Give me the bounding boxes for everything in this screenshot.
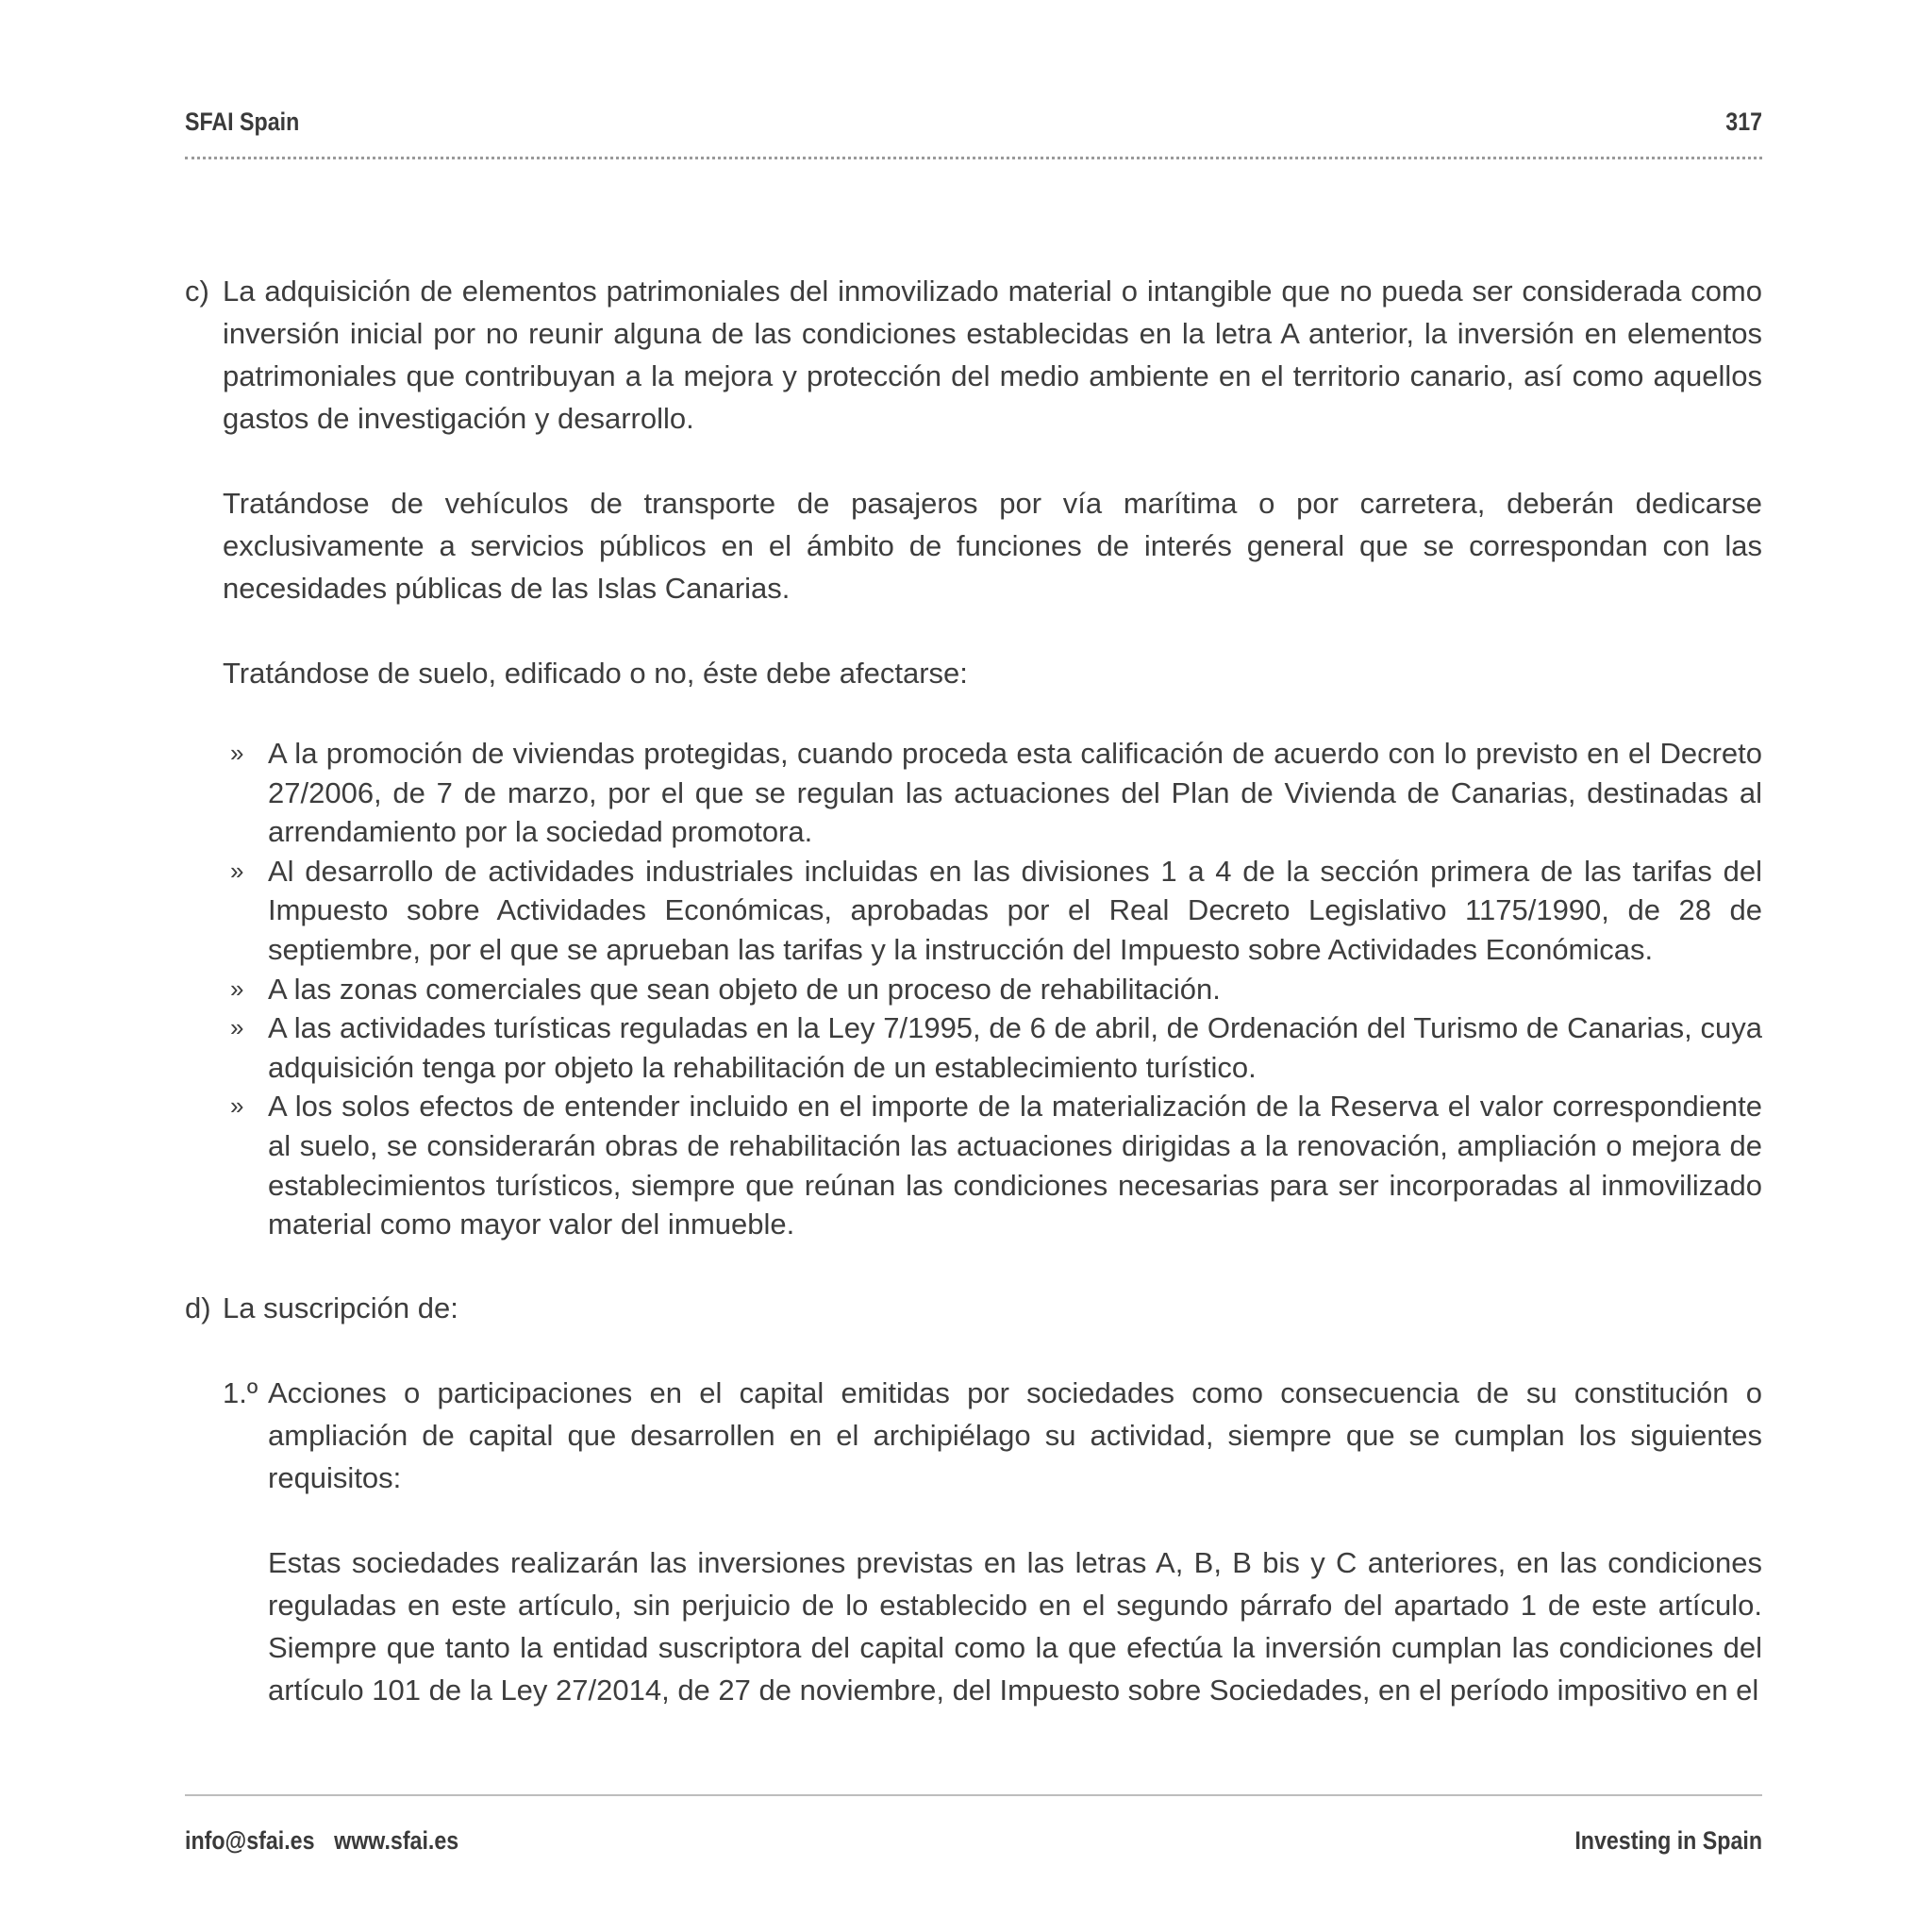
- page-header: [185, 108, 1762, 145]
- footer-website: www.sfai.es: [334, 1826, 459, 1855]
- bullet-text: A los solos efectos de entender incluido en el importe de la materialización de la Reserva el valor correspondiente al suelo, se considerarán obras de rehabilitación las actuaciones dirigidas a la renovación, ampliación o mejora de establecimientos turísticos, siempre que reúnan las condiciones necesarias para ser incorporadas al inmovilizado material como mayor valor del inmueble.: [268, 1090, 1762, 1241]
- section-d-marker: d): [185, 1291, 211, 1324]
- section-c-text: La adquisición de elementos patrimoniales del inmovilizado material o intangible que no pueda ser considerada como inversión inicial por no reunir alguna de las condiciones establecidas en la letra A anterior, la inversión en elementos patrimoniales que contribuyan a la mejora y protección del medio ambiente en el territorio canario, así como aquellos gastos de investigación y desarrollo.: [223, 275, 1762, 435]
- section-c-bullet-list: [223, 734, 1762, 1244]
- item-1-marker: 1.º: [223, 1375, 258, 1409]
- section-c-paragraph-3: Tratándose de suelo, edificado o no, éste debe afectarse:: [223, 657, 968, 690]
- document-body: [185, 270, 1762, 1711]
- bullet-marker: »: [230, 1013, 244, 1042]
- list-item: [230, 1087, 1762, 1243]
- header-divider: [185, 157, 1762, 159]
- item-1-text: Acciones o participaciones en el capital emitidas por sociedades como consecuencia de su constitución o ampliación de capital que desarrollen en el archipiélago su actividad, siempre que se cumplan los siguientes requisitos:: [268, 1375, 1762, 1494]
- bullet-marker: »: [230, 1091, 244, 1121]
- footer-tagline: Investing in Spain: [1574, 1826, 1762, 1855]
- section-c-marker: c): [185, 275, 209, 308]
- section-c: [185, 270, 1762, 1244]
- bullet-marker: »: [230, 856, 244, 885]
- section-d-text: La suscripción de:: [223, 1291, 458, 1324]
- header-title: SFAI Spain: [185, 108, 300, 136]
- list-item: [230, 970, 1762, 1009]
- list-item: [230, 1008, 1762, 1087]
- bullet-text: A la promoción de viviendas protegidas, cuando proceda esta calificación de acuerdo con lo previsto en el Decreto 27/2006, de 7 de marzo, por el que se regulan las actuaciones del Plan de Vivienda de Canarias, destinadas al arrendamiento por la sociedad promotora.: [268, 737, 1762, 849]
- footer-divider: [185, 1794, 1762, 1796]
- bullet-marker: »: [230, 739, 244, 767]
- footer-contact: [185, 1826, 458, 1856]
- list-item: [230, 734, 1762, 852]
- bullet-text: Al desarrollo de actividades industriales incluidas en las divisiones 1 a 4 de la sección primera de las tarifas del Impuesto sobre Actividades Económicas, aprobadas por el Real Decreto Legislativo 1175/1990, de 28 de septiembre, por el que se aprueban las tarifas y la instrucción del Impuesto sobre Actividades Económicas.: [268, 854, 1762, 966]
- page-number: 317: [1725, 108, 1762, 136]
- bullet-text: A las actividades turísticas reguladas en la Ley 7/1995, de 6 de abril, de Ordenación del Turismo de Canarias, cuya adquisición tenga por objeto la rehabilitación de un establecimiento turístico.: [268, 1011, 1762, 1084]
- section-d: [185, 1287, 1762, 1711]
- list-item: [230, 852, 1762, 970]
- item-1-paragraph-2: Estas sociedades realizarán las inversiones previstas en las letras A, B, B bis y C anteriores, en las condiciones reguladas en este artículo, sin perjuicio de lo establecido en el segundo párrafo del apartado 1 de este artículo. Siempre que tanto la entidad suscriptora del capital como la que efectúa la inversión cumplan las condiciones del artículo 101 de la Ley 27/2014, de 27 de noviembre, del Impuesto sobre Sociedades, en el período impositivo en el: [268, 1545, 1762, 1707]
- footer-email: info@sfai.es: [185, 1826, 315, 1855]
- page-footer: [185, 1826, 1762, 1864]
- section-d-item-1: [223, 1372, 1762, 1711]
- bullet-text: A las zonas comerciales que sean objeto de un proceso de rehabilitación.: [268, 972, 1221, 1006]
- bullet-marker: »: [230, 974, 244, 1003]
- section-c-paragraph-2: Tratándose de vehículos de transporte de pasajeros por vía marítima o por carretera, deberán dedicarse exclusivamente a servicios públicos en el ámbito de funciones de interés general que se correspondan con las necesidades públicas de las Islas Canarias.: [223, 487, 1762, 605]
